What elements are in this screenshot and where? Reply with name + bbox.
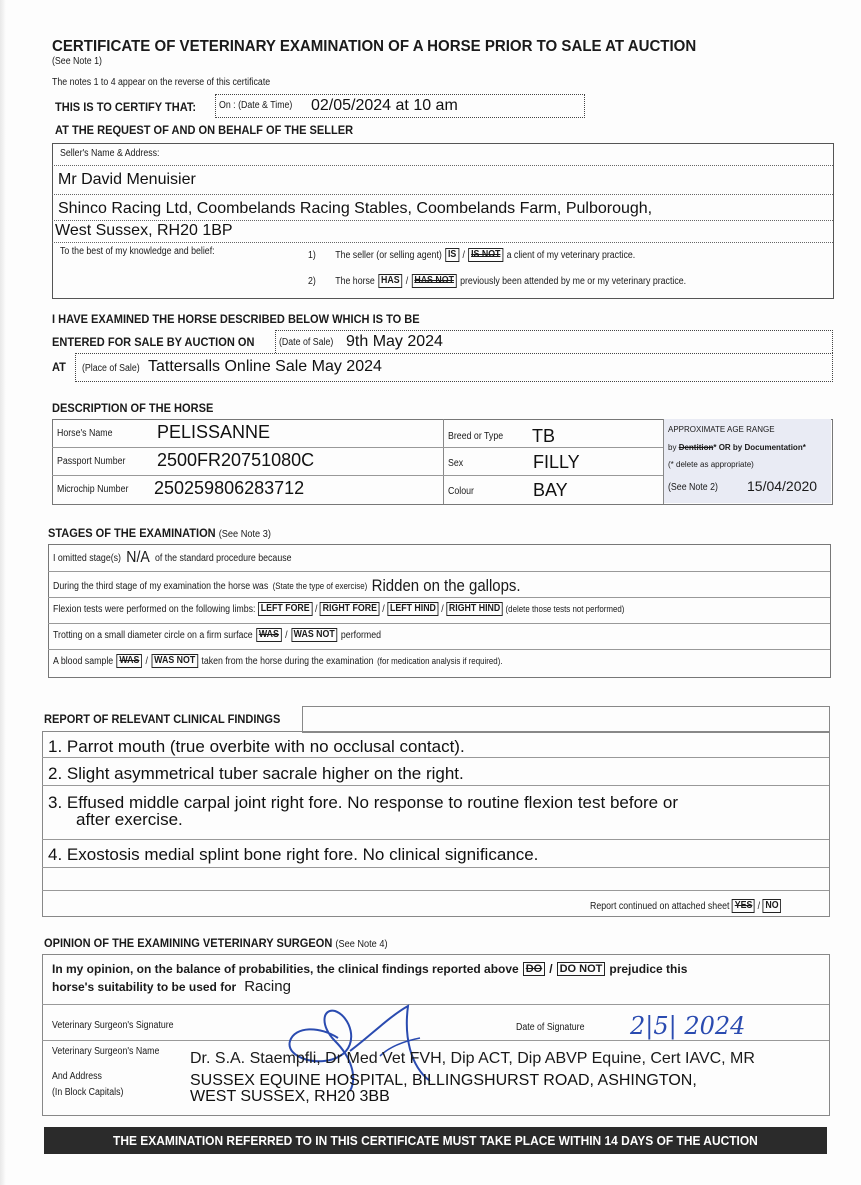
on-label: On : (Date & Time) <box>219 100 293 111</box>
limb-right-fore: RIGHT FORE <box>320 602 380 616</box>
q1-text: The seller (or selling agent) <box>335 249 442 261</box>
trotting-sep: / <box>285 629 288 641</box>
opinion-statement-row <box>52 962 687 976</box>
client-question <box>308 248 635 262</box>
blood-note: (for medication analysis if required). <box>377 656 503 666</box>
omitted-text: I omitted stage(s) <box>53 552 121 564</box>
q2-text: The horse <box>335 275 375 287</box>
exam-date-field <box>215 94 585 118</box>
opinion-do: DO <box>523 962 546 976</box>
surgeon-name-label: Veterinary Surgeon's Name <box>52 1046 160 1057</box>
findings-header-box <box>302 706 830 733</box>
description-label: DESCRIPTION OF THE HORSE <box>52 401 214 415</box>
stages-title: STAGES OF THE EXAMINATION <box>48 526 216 540</box>
opinion-title: OPINION OF THE EXAMINING VETERINARY SURGEON <box>44 936 333 950</box>
q2-option-has: HAS <box>378 274 402 288</box>
omitted-suffix: of the standard procedure because <box>155 552 292 564</box>
certificate-title: CERTIFICATE OF VETERINARY EXAMINATION OF A HORSE PRIOR TO SALE AT AUCTION <box>52 38 697 55</box>
opinion-sep: / <box>549 962 553 976</box>
see-note-1: (See Note 1) <box>52 56 102 67</box>
finding-1: 1. Parrot mouth (true overbite with no occlusal contact). <box>48 737 465 756</box>
q1-suffix: a client of my veterinary practice. <box>506 249 636 261</box>
date-of-sale-value: 9th May 2024 <box>346 333 443 350</box>
opinion-use-value: Racing <box>244 978 291 995</box>
trotting-was: WAS <box>256 628 281 642</box>
finding-3: 3. Effused middle carpal joint right fore. No response to routine flexion test before or <box>48 793 678 812</box>
blood-suffix: taken from the horse during the examination <box>201 655 374 667</box>
scan-edge <box>0 0 6 1185</box>
flexion-note: (delete those tests not performed) <box>505 604 625 614</box>
blood-was: WAS <box>117 654 142 668</box>
signature-label: Veterinary Surgeon's Signature <box>52 1020 174 1031</box>
belief-label: To the best of my knowledge and belief: <box>60 246 215 257</box>
address-label: And Address <box>52 1071 102 1082</box>
q1-separator: / <box>462 249 465 261</box>
blood-was-not: WAS NOT <box>152 654 198 668</box>
q1-number: 1) <box>308 249 316 261</box>
date-of-sale-label: (Date of Sale) <box>279 337 334 348</box>
seller-label: Seller's Name & Address: <box>60 148 160 159</box>
breed-label: Breed or Type <box>448 431 504 442</box>
q1-option-is-not: IS NOT <box>468 248 503 262</box>
passport-label: Passport Number <box>57 456 126 467</box>
at-label: AT <box>52 360 66 374</box>
date-of-signature-label: Date of Signature <box>516 1022 585 1033</box>
seller-address-1: Shinco Racing Ltd, Coombelands Racing Stables, Coombelands Farm, Pulborough, <box>58 200 653 217</box>
q2-option-has-not: HAS NOT <box>412 274 457 288</box>
opinion-note: (See Note 4) <box>335 939 388 950</box>
sex-label: Sex <box>448 458 464 469</box>
q2-separator: / <box>405 275 409 287</box>
omitted-stage-row <box>53 549 292 567</box>
trotting-row <box>53 628 381 642</box>
passport-value: 2500FR20751080C <box>157 450 315 470</box>
seller-name: Mr David Menuisier <box>58 171 196 188</box>
surgeon-address-2: WEST SUSSEX, RH20 3BB <box>190 1088 390 1105</box>
limb-right-hind: RIGHT HIND <box>446 602 503 616</box>
sex-value: FILLY <box>533 452 580 472</box>
q1-option-is: IS <box>445 248 459 262</box>
surgeon-address-1: SUSSEX EQUINE HOSPITAL, BILLINGSHURST ROAD, ASHINGTON, <box>190 1072 697 1089</box>
flexion-text: Flexion tests were performed on the following limbs: <box>53 603 256 615</box>
third-stage-hint: (State the type of exercise) <box>272 581 368 591</box>
exam-date-value: 02/05/2024 at 10 am <box>311 97 458 114</box>
report-continued-yes: YES <box>732 899 755 913</box>
age-dentition: Dentition <box>678 443 714 452</box>
attended-question <box>308 274 686 288</box>
report-continued-no: NO <box>763 899 781 913</box>
third-stage-text: During the third stage of my examination the horse was <box>53 580 269 592</box>
trotting-suffix: performed <box>340 629 382 641</box>
colour-label: Colour <box>448 486 474 497</box>
limb-sep: / <box>382 603 385 615</box>
notes-line: The notes 1 to 4 appear on the reverse of this certificate <box>52 77 271 88</box>
surgeon-name-wrap <box>190 1050 846 1068</box>
request-label: AT THE REQUEST OF AND ON BEHALF OF THE SELLER <box>55 123 354 137</box>
q2-suffix: previously been attended by me or my veterinary practice. <box>460 275 687 287</box>
opinion-suitability: horse's suitability to be used for <box>52 979 237 994</box>
place-of-sale-value: Tattersalls Online Sale May 2024 <box>148 358 382 375</box>
age-or-documentation: * OR by Documentation* <box>713 443 806 452</box>
examined-label: I HAVE EXAMINED THE HORSE DESCRIBED BELOW WHICH IS TO BE <box>52 312 420 326</box>
opinion-do-not: DO NOT <box>557 962 606 976</box>
microchip-label: Microchip Number <box>57 484 129 495</box>
age-see-note-2: (See Note 2) <box>668 482 718 493</box>
limb-sep: / <box>441 603 444 615</box>
stages-note: (See Note 3) <box>218 529 271 540</box>
flexion-row <box>53 602 624 616</box>
age-delete-note: (* delete as appropriate) <box>668 460 754 469</box>
omitted-value: N/A <box>126 549 150 566</box>
place-of-sale-field <box>75 353 833 382</box>
block-capitals-label: (In Block Capitals) <box>52 1087 124 1098</box>
q2-number: 2) <box>308 275 316 287</box>
footer-banner <box>44 1127 827 1154</box>
report-continued-row <box>590 899 781 913</box>
age-range-method <box>668 443 806 452</box>
opinion-statement-suffix: prejudice this <box>609 962 688 976</box>
age-range-title: APPROXIMATE AGE RANGE <box>668 425 775 434</box>
limb-left-fore: LEFT FORE <box>258 602 312 616</box>
limb-sep: / <box>314 603 318 615</box>
opinion-label <box>44 936 388 950</box>
colour-value: BAY <box>533 480 568 500</box>
report-continued-sep: / <box>757 900 761 912</box>
microchip-value: 250259806283712 <box>154 478 305 498</box>
date-of-signature-value: 2|5| 2024 <box>630 1012 746 1040</box>
findings-label: REPORT OF RELEVANT CLINICAL FINDINGS <box>44 712 281 726</box>
footer-text: THE EXAMINATION REFERRED TO IN THIS CERTIFICATE MUST TAKE PLACE WITHIN 14 DAYS OF THE AUCTION <box>113 1133 758 1148</box>
date-of-sale-field <box>275 330 833 353</box>
finding-4: 4. Exostosis medial splint bone right fore. No clinical significance. <box>48 845 539 864</box>
horse-name-label: Horse's Name <box>57 428 113 439</box>
finding-2: 2. Slight asymmetrical tuber sacrale higher on the right. <box>48 764 464 783</box>
blood-sep: / <box>145 655 148 667</box>
finding-3-cont: after exercise. <box>76 810 183 829</box>
blood-sample-row <box>53 654 503 668</box>
place-of-sale-label: (Place of Sale) <box>82 363 140 374</box>
blood-text: A blood sample <box>53 655 114 667</box>
report-continued-label: Report continued on attached sheet <box>590 900 730 912</box>
horse-name-value: PELISSANNE <box>157 422 271 442</box>
stages-label <box>48 526 271 540</box>
trotting-was-not: WAS NOT <box>291 628 337 642</box>
limb-left-hind: LEFT HIND <box>387 602 438 616</box>
entered-label: ENTERED FOR SALE BY AUCTION ON <box>52 335 255 349</box>
age-by: by <box>668 443 677 452</box>
third-stage-value: Ridden on the gallops. <box>371 576 521 595</box>
opinion-use-row <box>52 978 291 995</box>
seller-address-2: West Sussex, RH20 1BP <box>55 222 233 239</box>
surgeon-name-value: Dr. S.A. Staempfli, Dr Med Vet FVH, Dip ACT, Dip ABVP Equine, Cert IAVC, MR <box>190 1050 755 1067</box>
trotting-text: Trotting on a small diameter circle on a firm surface <box>53 629 253 641</box>
third-stage-row <box>53 576 521 596</box>
certify-label: THIS IS TO CERTIFY THAT: <box>55 100 197 114</box>
age-date-value: 15/04/2020 <box>747 478 818 494</box>
breed-value: TB <box>532 426 556 446</box>
opinion-statement: In my opinion, on the balance of probabilities, the clinical findings reported above <box>52 962 519 976</box>
